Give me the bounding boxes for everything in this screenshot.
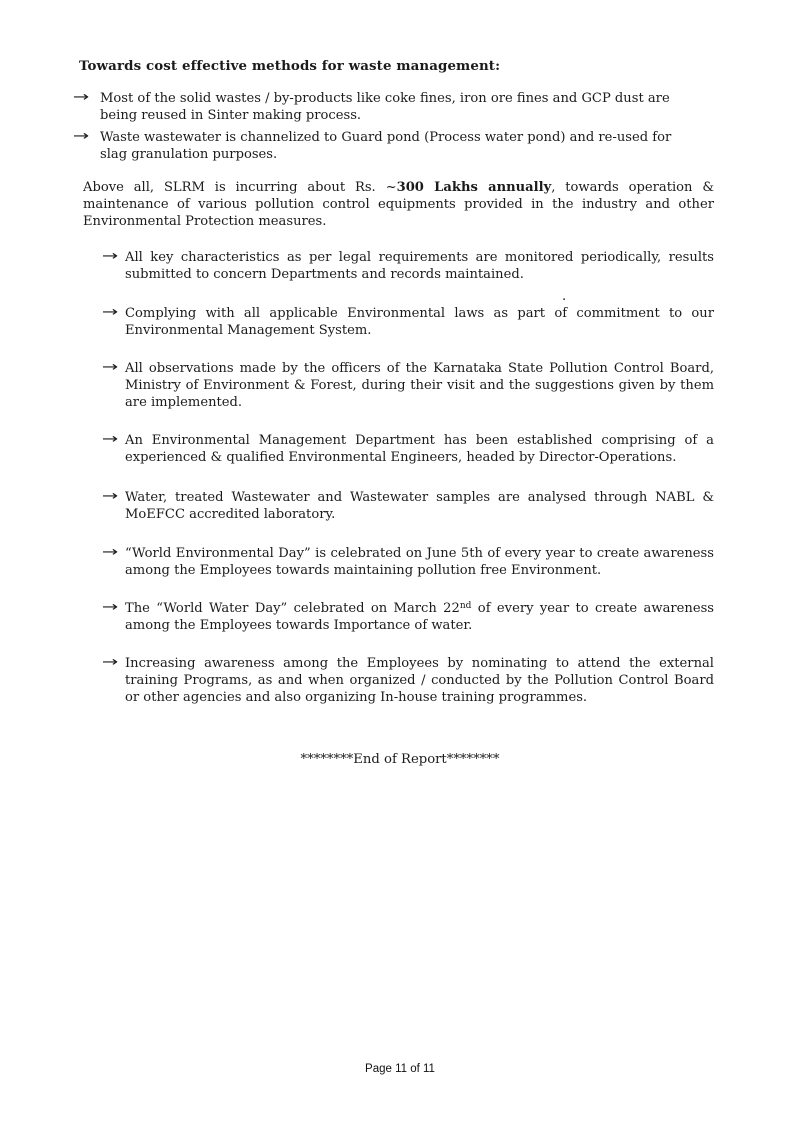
page-number-footer: Page 11 of 11 bbox=[365, 1063, 435, 1075]
stray-period: . bbox=[562, 289, 567, 304]
arrow-bullet-icon: → bbox=[102, 488, 119, 504]
arrow-bullet-icon: → bbox=[102, 431, 119, 447]
arrow-bullet-icon: → bbox=[102, 599, 119, 615]
bullet-text: of every year to create awareness among the Employees towards Importance of water. bbox=[125, 601, 715, 633]
ordinal-superscript: nd bbox=[459, 601, 472, 611]
bullet-text: All key characteristics as per legal requirements are monitored periodically, results submitted to concern Departments and records maintained. bbox=[125, 250, 714, 282]
bullet-text: Water, treated Wastewater and Wastewater samples are analysed through NABL & MoEFCC accredited laboratory. bbox=[125, 490, 714, 522]
arrow-bullet-icon: → bbox=[102, 654, 119, 670]
bullet-item bbox=[73, 129, 701, 163]
bullet-text: All observations made by the officers of the Karnataka State Pollution Control Board, Ministry of Environment & Forest, during their visit and the suggestions given by them are implemented. bbox=[125, 361, 714, 410]
bullet-item bbox=[73, 90, 701, 124]
bullet-item bbox=[102, 545, 714, 579]
bullet-text: An Environmental Management Department has been established comprising of a experienced & qualified Environmental Engineers, headed by Director-Operations. bbox=[125, 433, 714, 465]
body-paragraph bbox=[83, 179, 714, 230]
paragraph-text: , towards operation & maintenance of various pollution control equipments provided in the industry and other Environmental Protection measures. bbox=[83, 180, 715, 229]
bullet-item bbox=[102, 305, 714, 339]
bullet-text: Waste wastewater is channelized to Guard pond (Process water pond) and re-used for slag granulation purposes. bbox=[100, 130, 672, 162]
end-of-report: ********End of Report******** bbox=[300, 752, 500, 767]
bullet-text: Complying with all applicable Environmental laws as part of commitment to our Environmental Management System. bbox=[125, 306, 714, 338]
bullet-text: Increasing awareness among the Employees by nominating to attend the external training Programs, as and when organized / conducted by the Pollution Control Board or other agencies and also organizing In-house training programmes. bbox=[125, 656, 714, 705]
arrow-bullet-icon: → bbox=[102, 304, 119, 320]
arrow-bullet-icon: → bbox=[102, 359, 119, 375]
bullet-item bbox=[102, 600, 714, 634]
paragraph-text: Above all, SLRM is incurring about Rs. ~ bbox=[83, 180, 397, 195]
arrow-bullet-icon: → bbox=[73, 89, 90, 105]
arrow-bullet-icon: → bbox=[102, 544, 119, 560]
bullet-text: Most of the solid wastes / by-products like coke fines, iron ore fines and GCP dust are being reused in Sinter making process. bbox=[100, 91, 670, 123]
bullet-item bbox=[102, 249, 714, 283]
section-heading: Towards cost effective methods for waste management: bbox=[79, 58, 501, 74]
bullet-item bbox=[102, 360, 714, 411]
bullet-item bbox=[102, 432, 714, 466]
bullet-text: The “World Water Day” celebrated on March 22 bbox=[125, 601, 460, 616]
arrow-bullet-icon: → bbox=[102, 248, 119, 264]
bullet-text: “World Environmental Day” is celebrated on June 5th of every year to create awareness among the Employees towards maintaining pollution free Environment. bbox=[125, 546, 714, 578]
bullet-item bbox=[102, 489, 714, 523]
arrow-bullet-icon: → bbox=[73, 128, 90, 144]
paragraph-bold-text: 300 Lakhs annually bbox=[396, 180, 552, 195]
bullet-item bbox=[102, 655, 714, 706]
